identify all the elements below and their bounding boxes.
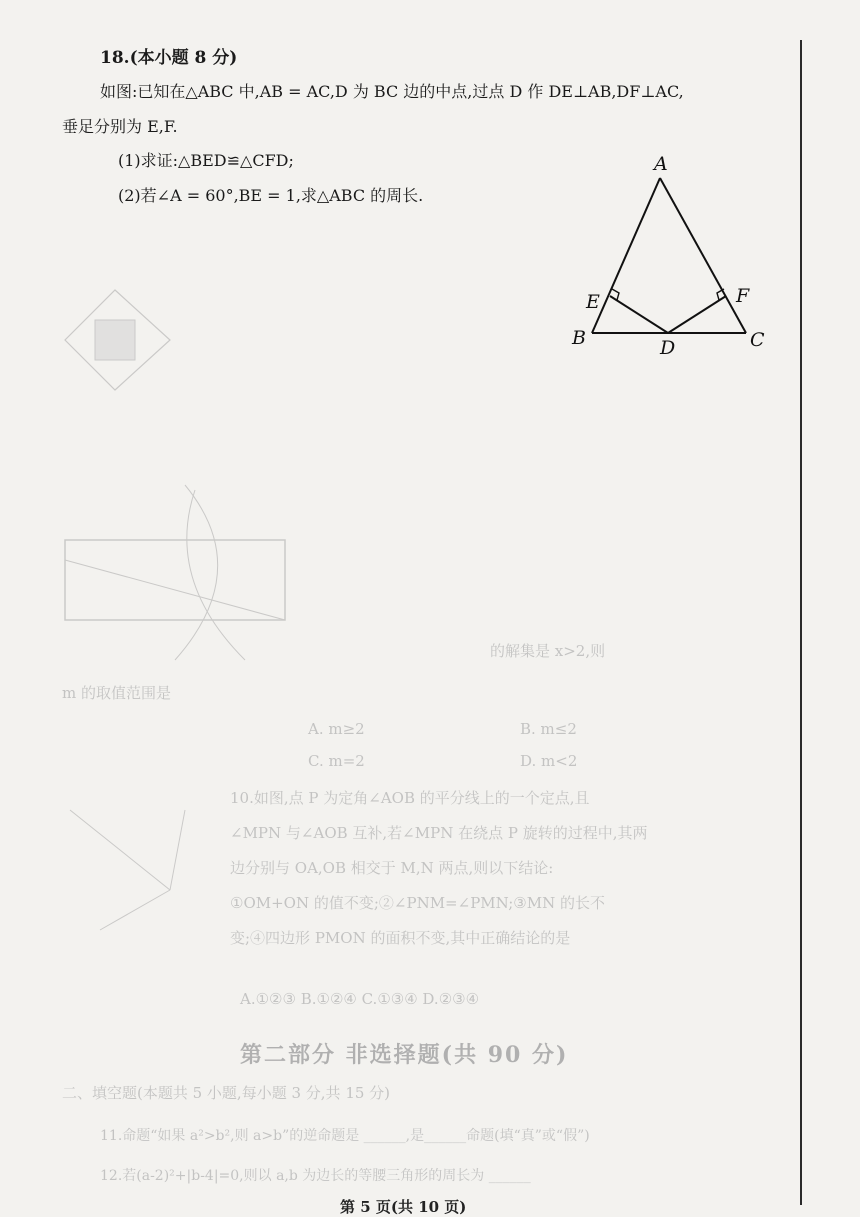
column-divider: [800, 40, 802, 1205]
ghost-text: B. m≤2: [520, 720, 577, 738]
segment-de: [610, 296, 668, 333]
ghost-text: ∠MPN 与∠AOB 互补,若∠MPN 在绕点 P 旋转的过程中,其两: [230, 824, 648, 842]
ghost-text: 变;④四边形 PMON 的面积不变,其中正确结论的是: [230, 929, 571, 947]
ghost-text: 的解集是 x>2,则: [490, 642, 606, 660]
ghost-text: m 的取值范围是: [62, 684, 171, 702]
ghost-text: C. m=2: [308, 752, 365, 770]
ghost-text: A. m≥2: [308, 720, 365, 738]
triangle-figure: [560, 150, 780, 360]
question-part-2: (2)若∠A = 60°,BE = 1,求△ABC 的周长.: [118, 186, 424, 205]
label-b: B: [572, 327, 586, 349]
ghost-text: 二、填空题(本题共 5 小题,每小题 3 分,共 15 分): [62, 1084, 391, 1102]
question-stem-line1: 如图:已知在△ABC 中,AB = AC,D 为 BC 边的中点,过点 D 作 DE⊥AB,DF⊥AC,: [100, 82, 684, 101]
label-e: E: [586, 291, 600, 313]
ghost-text: A.①②③ B.①②④ C.①③④ D.②③④: [240, 990, 480, 1008]
question-part-1: (1)求证:△BED≌△CFD;: [118, 151, 294, 170]
ghost-text: ①OM+ON 的值不变;②∠PNM=∠PMN;③MN 的长不: [230, 894, 605, 912]
segment-df: [668, 296, 726, 333]
ghost-text: 11.命题“如果 a²>b²,则 a>b”的逆命题是 ______,是______命题(填“真”或“假”): [100, 1128, 590, 1144]
ghost-figure-rectangle: [55, 480, 295, 670]
label-a: A: [654, 153, 668, 175]
page-footer: 第 5 页(共 10 页): [340, 1198, 467, 1216]
side-ab: [592, 178, 660, 333]
ghost-text: 12.若(a-2)²+|b-4|=0,则以 a,b 为边长的等腰三角形的周长为 ______: [100, 1168, 531, 1184]
label-d: D: [660, 337, 676, 359]
ghost-text: 10.如图,点 P 为定角∠AOB 的平分线上的一个定点,且: [230, 789, 590, 807]
ghost-figure-angle: [60, 790, 200, 940]
question-stem-line2: 垂足分别为 E,F.: [62, 117, 178, 136]
ghost-text: D. m<2: [520, 752, 578, 770]
ghost-figure-square: [60, 285, 180, 395]
ghost-text: 边分别与 OA,OB 相交于 M,N 两点,则以下结论:: [230, 859, 554, 877]
question-header: 18.(本小题 8 分): [100, 48, 238, 68]
label-f: F: [736, 285, 750, 307]
ghost-section-title: 第二部分 非选择题(共 90 分): [240, 1042, 569, 1068]
label-c: C: [750, 329, 765, 351]
